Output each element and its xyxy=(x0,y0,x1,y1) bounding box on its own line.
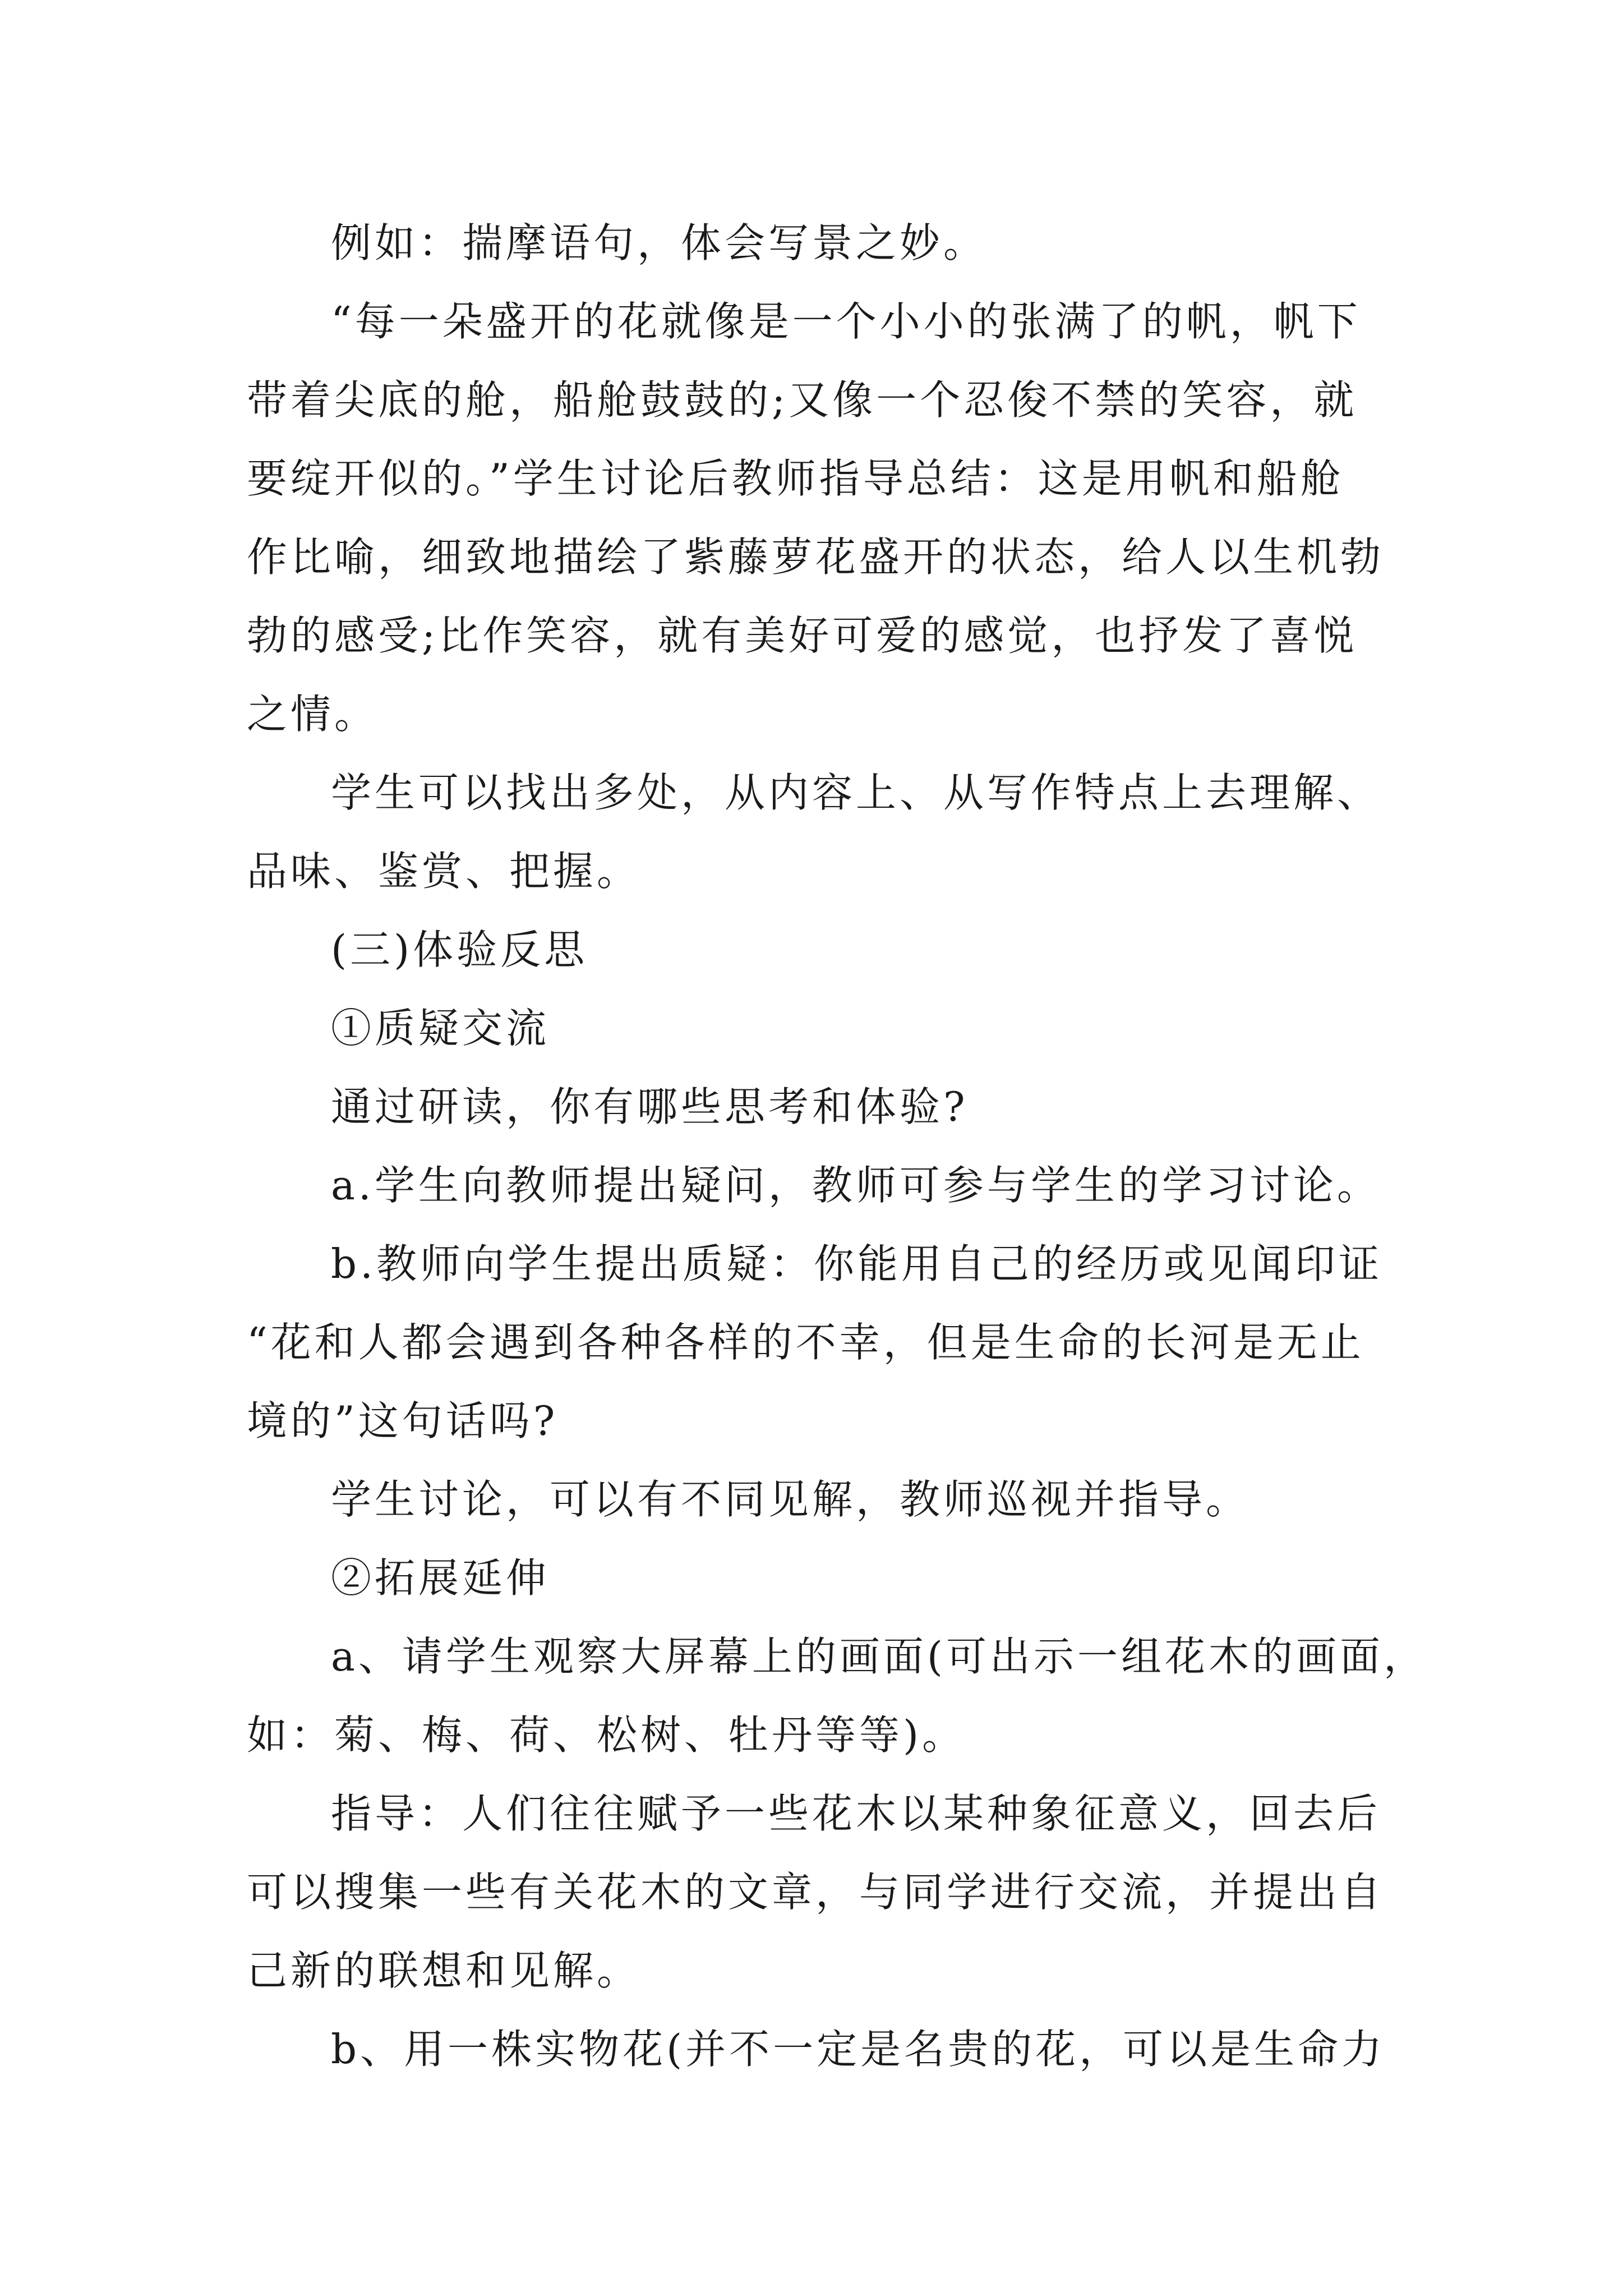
text-line: 学生可以找出多处，从内容上、从写作特点上去理解、 xyxy=(331,769,1381,816)
text-line: 例如：揣摩语句，体会写景之妙。 xyxy=(331,219,988,266)
text-line: ①质疑交流 xyxy=(331,1005,550,1052)
text-line: 作比喻，细致地描绘了紫藤萝花盛开的状态，给人以生机勃 xyxy=(247,533,1385,581)
text-line: a.学生向教师提出疑问，教师可参与学生的学习讨论。 xyxy=(331,1162,1381,1209)
text-line: 可以搜集一些有关花木的文章，与同学进行交流，并提出自 xyxy=(247,1869,1385,1916)
text-line: “花和人都会遇到各种各样的不幸，但是生命的长河是无止 xyxy=(247,1319,1364,1366)
text-line: ②拓展延伸 xyxy=(331,1554,550,1602)
text-line: 带着尖底的舱，船舱鼓鼓的;又像一个忍俊不禁的笑容，就 xyxy=(247,376,1358,424)
text-line: 学生讨论，可以有不同见解，教师巡视并指导。 xyxy=(331,1476,1250,1523)
text-line: 境的”这句话吗? xyxy=(247,1397,559,1444)
text-line: 己新的联想和见解。 xyxy=(247,1947,641,1994)
text-line: b.教师向学生提出质疑：你能用自己的经历或见闻印证 xyxy=(331,1240,1382,1287)
text-line: “每一朵盛开的花就像是一个小小的张满了的帆，帆下 xyxy=(331,298,1361,345)
text-line: 要绽开似的。”学生讨论后教师指导总结：这是用帆和船舱 xyxy=(247,455,1344,502)
text-line: a、请学生观察大屏幕上的画面(可出示一组花木的画面， xyxy=(331,1633,1428,1680)
text-line: (三)体验反思 xyxy=(331,926,588,973)
text-line: 指导：人们往往赋予一些花木以某种象征意义，回去后 xyxy=(331,1790,1381,1837)
text-line: 如：菊、梅、荷、松树、牡丹等等)。 xyxy=(247,1711,966,1759)
text-line: 品味、鉴赏、把握。 xyxy=(247,848,641,895)
text-line: 之情。 xyxy=(247,691,379,738)
text-line: b、用一株实物花(并不一定是名贵的花，可以是生命力 xyxy=(331,2026,1386,2073)
text-line: 勃的感受;比作笑容，就有美好可爱的感觉，也抒发了喜悦 xyxy=(247,612,1358,659)
text-line: 通过研读，你有哪些思考和体验? xyxy=(331,1083,969,1130)
